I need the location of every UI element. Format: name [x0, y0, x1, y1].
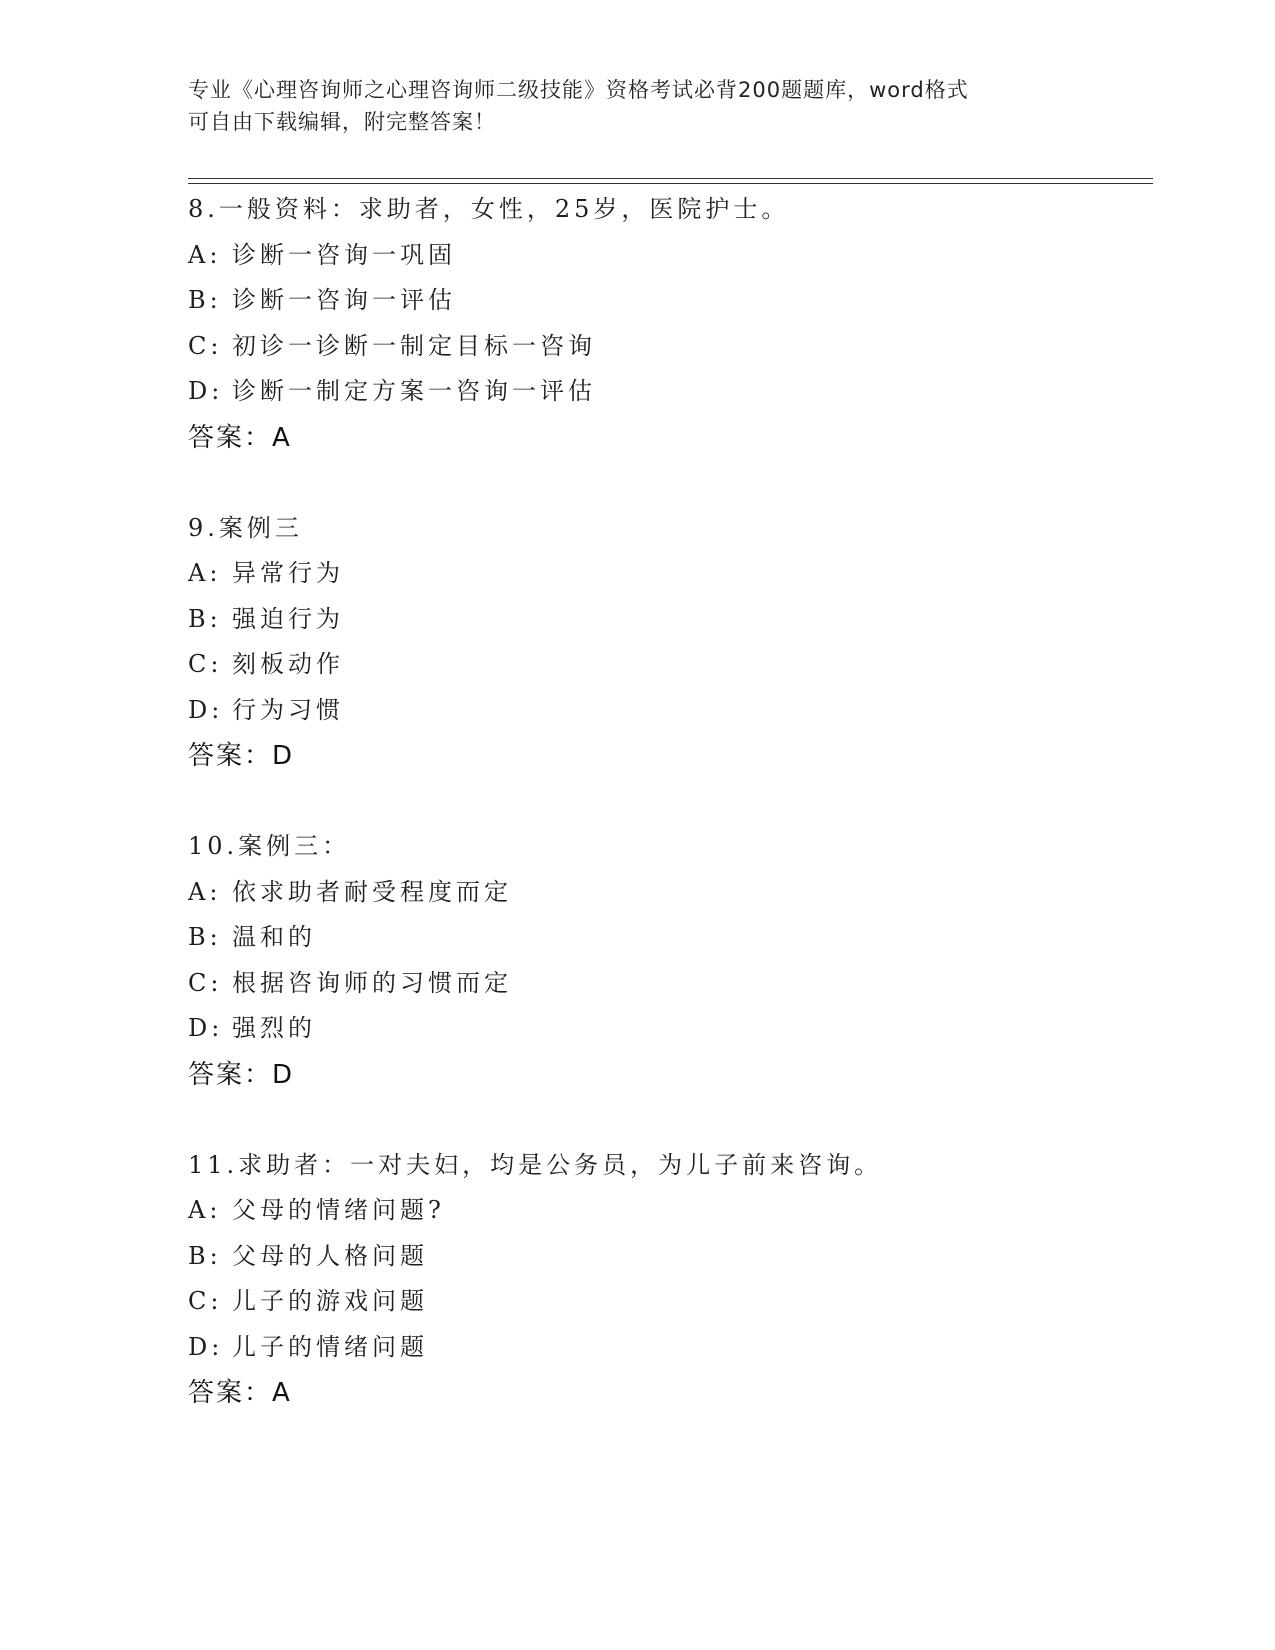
option-text: 父母的人格问题: [232, 1241, 428, 1270]
question-stem: 9.案例三: [188, 513, 303, 542]
option-c: [188, 1279, 1148, 1325]
option-b: [188, 278, 1148, 324]
question-item: [188, 824, 1148, 1098]
question-list: [188, 187, 1148, 1461]
option-text: 根据咨询师的习惯而定: [232, 968, 512, 997]
option-letter: A:: [188, 240, 222, 269]
option-text: 行为习惯: [232, 695, 344, 724]
option-a: [188, 870, 1148, 916]
option-letter: B:: [188, 286, 222, 314]
question-item: [188, 1143, 1148, 1417]
option-text: 初诊一诊断一制定目标一咨询: [232, 331, 596, 360]
option-letter: B:: [188, 923, 222, 951]
option-letter: C:: [188, 331, 223, 360]
option-text: 儿子的情绪问题: [232, 1332, 428, 1361]
question-item: [188, 506, 1148, 780]
option-text: 强烈的: [232, 1014, 316, 1042]
header-divider-bottom: [188, 183, 1153, 184]
option-a: [188, 233, 1148, 279]
option-b: [188, 1234, 1148, 1280]
option-b: [188, 915, 1148, 961]
option-c: [188, 961, 1148, 1007]
answer-label: 答案：D: [188, 1059, 295, 1090]
option-text: 诊断一咨询一巩固: [232, 240, 456, 269]
answer-label: 答案：A: [188, 1378, 292, 1408]
option-letter: C:: [188, 650, 223, 678]
answer-label: 答案：D: [188, 741, 295, 771]
answer-label: 答案：A: [188, 422, 292, 453]
header-line-2: 可自由下载编辑，附完整答案！: [188, 110, 496, 134]
option-text: 强迫行为: [232, 604, 344, 633]
option-text: 依求助者耐受程度而定: [232, 877, 512, 906]
option-d: [188, 1006, 1148, 1052]
option-letter: B:: [188, 1241, 222, 1270]
option-d: [188, 369, 1148, 415]
option-letter: D:: [188, 1332, 224, 1361]
option-c: [188, 642, 1148, 688]
option-letter: D:: [188, 377, 224, 405]
option-text: 诊断一制定方案一咨询一评估: [232, 377, 596, 405]
option-c: [188, 324, 1148, 370]
question-stem: 10.案例三：: [188, 832, 351, 860]
option-a: [188, 551, 1148, 597]
option-letter: B:: [188, 604, 222, 633]
option-letter: A:: [188, 877, 222, 906]
header-line-1: 专业《心理咨询师之心理咨询师二级技能》资格考试必背200题题库，word格式: [188, 78, 969, 102]
option-text: 异常行为: [232, 559, 344, 587]
option-a: [188, 1188, 1148, 1234]
option-letter: D:: [188, 1014, 224, 1042]
option-text: 温和的: [232, 923, 316, 951]
question-stem: 11.求助者：一对夫妇，均是公务员，为儿子前来咨询。: [188, 1150, 883, 1179]
header-divider-top: [188, 178, 1153, 179]
option-letter: A:: [188, 1196, 222, 1224]
question-item: [188, 187, 1148, 461]
option-d: [188, 1325, 1148, 1371]
option-letter: D:: [188, 695, 224, 724]
option-text: 儿子的游戏问题: [232, 1287, 428, 1315]
option-letter: C:: [188, 1287, 223, 1315]
option-d: [188, 688, 1148, 734]
option-text: 诊断一咨询一评估: [232, 286, 456, 314]
document-header: [188, 74, 1088, 138]
question-stem: 8.一般资料：求助者，女性，25岁，医院护士。: [188, 195, 790, 223]
option-letter: C:: [188, 968, 223, 997]
option-letter: A:: [188, 559, 222, 587]
option-text: 刻板动作: [232, 650, 344, 678]
option-text: 父母的情绪问题?: [232, 1196, 445, 1224]
option-b: [188, 597, 1148, 643]
